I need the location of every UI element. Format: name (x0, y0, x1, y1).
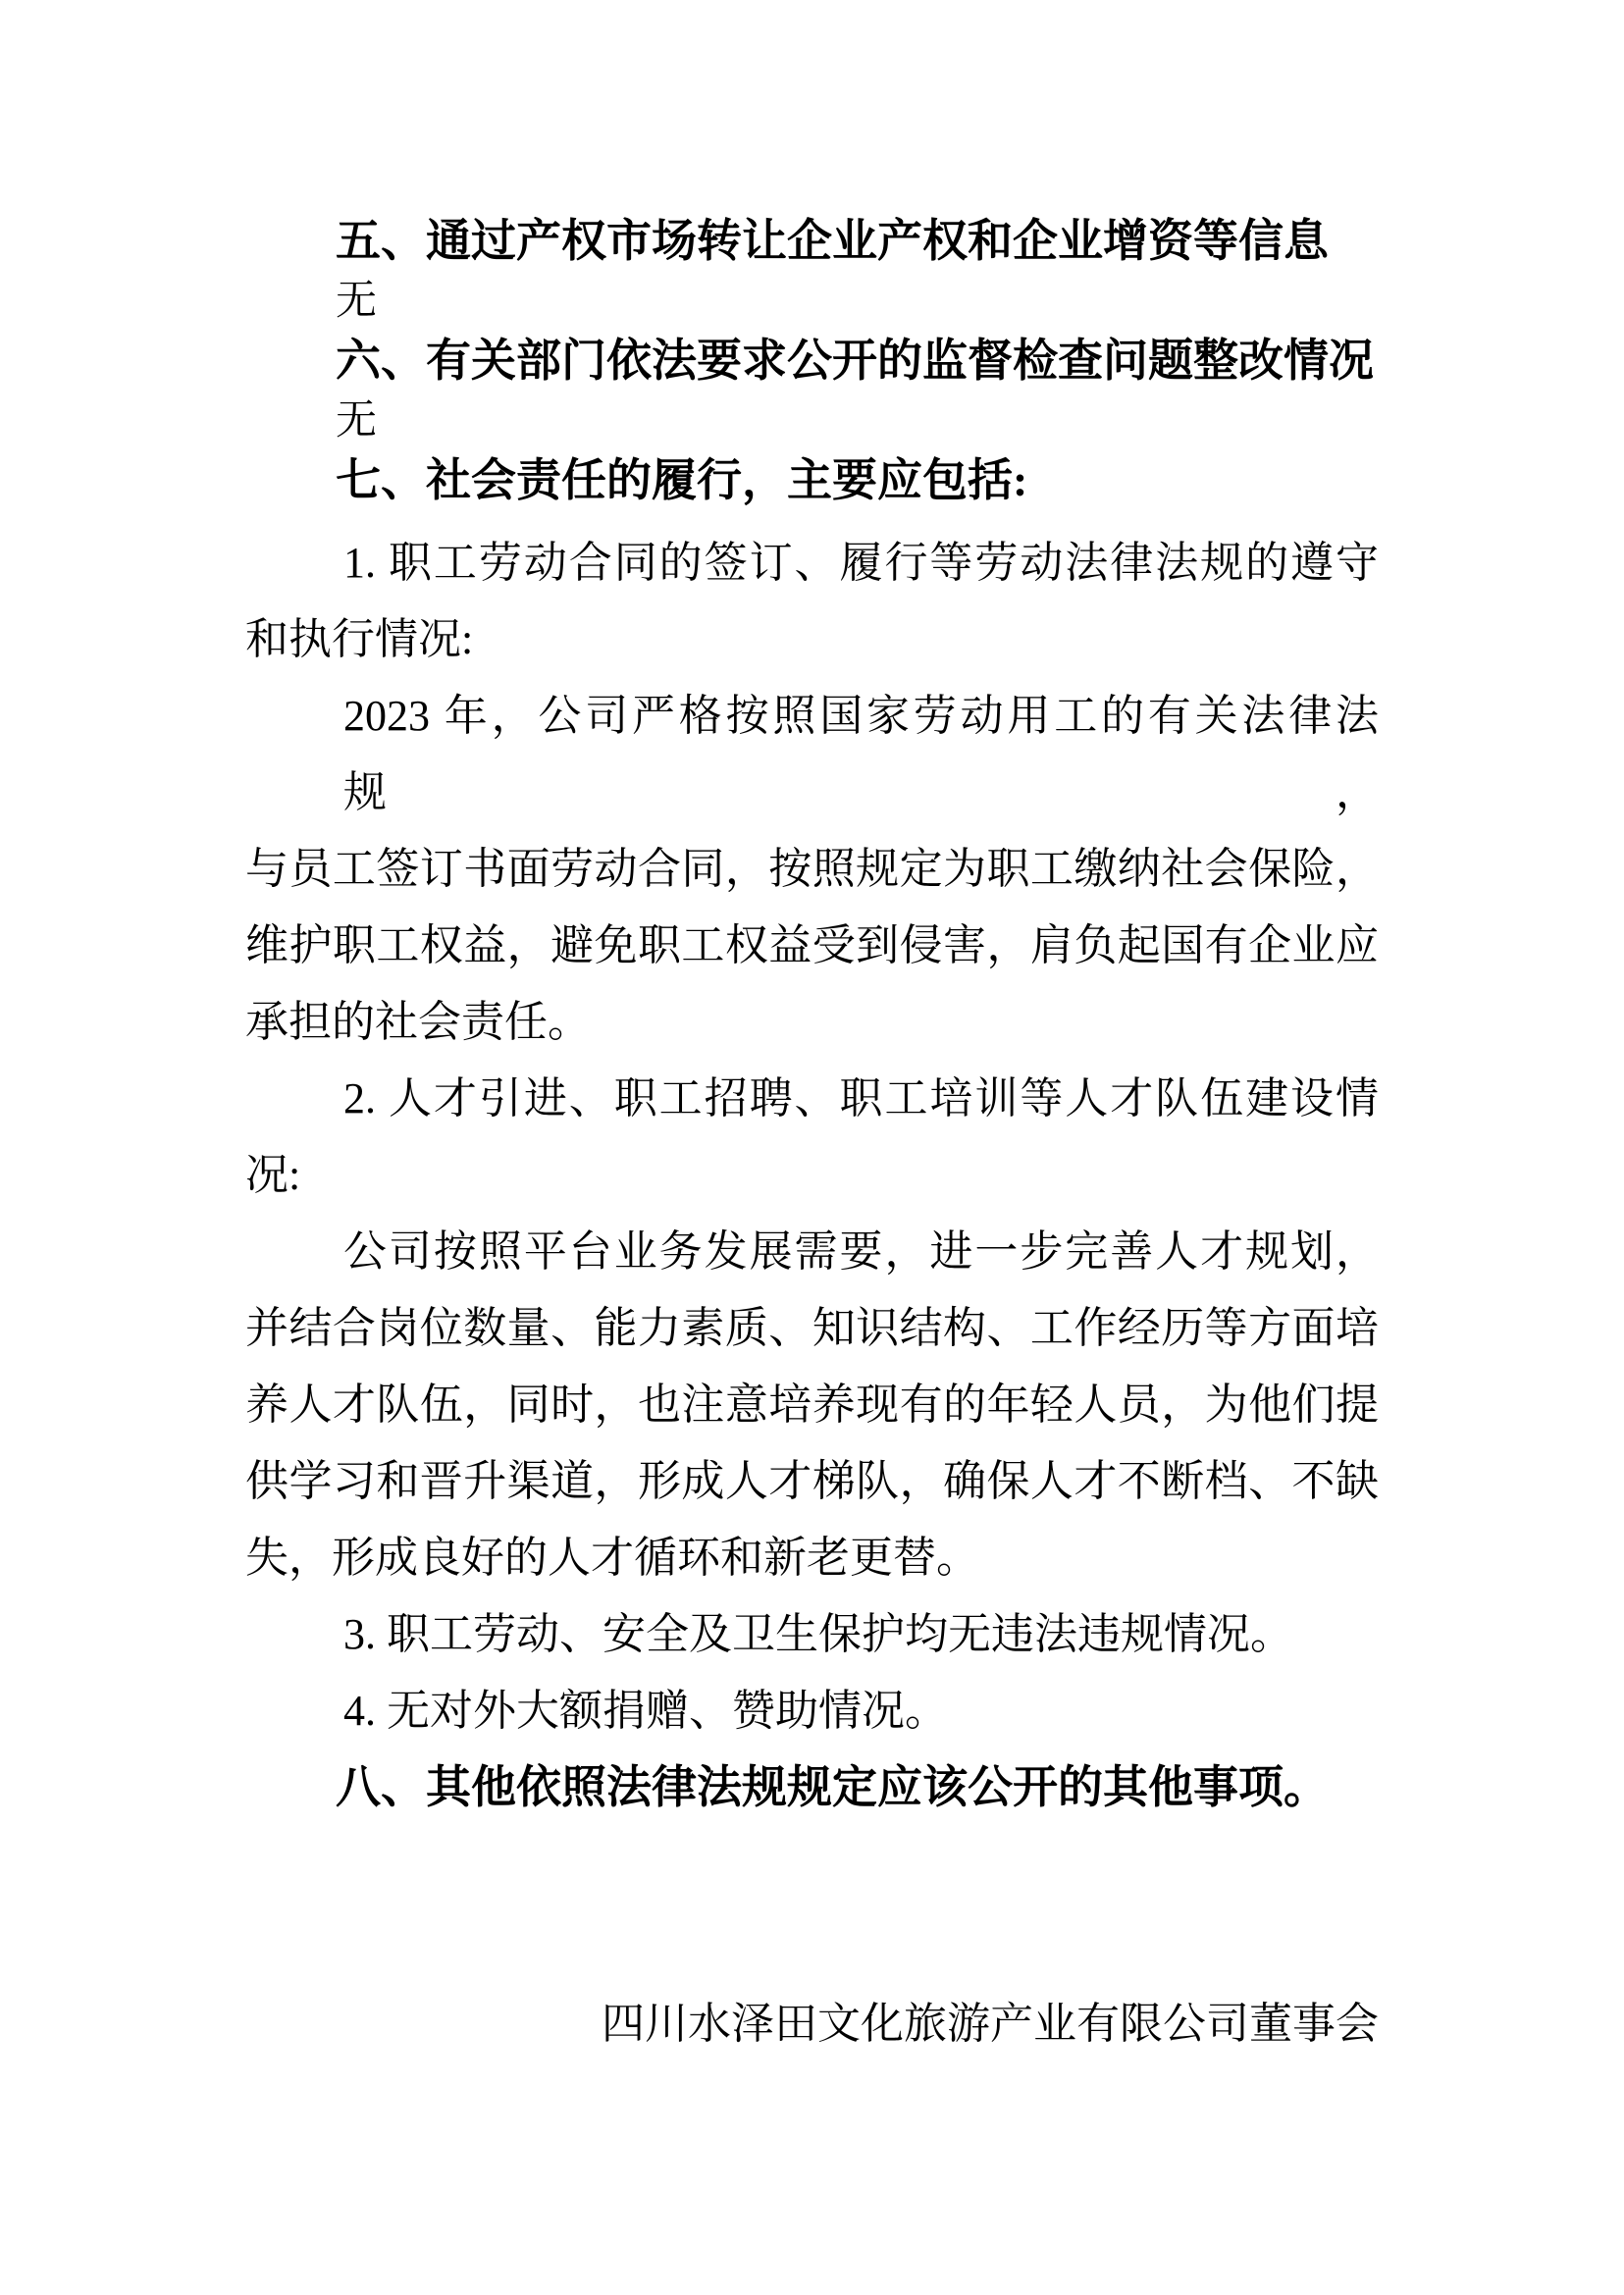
section-heading: 七、社会责任的履行，主要应包括: (336, 455, 1028, 505)
body-line: 养人才队伍，同时，也注意培养现有的年轻人员，为他们提 (245, 1381, 1379, 1429)
body-line: 2. 人才引进、职工招聘、职工培训等人才队伍建设情 (343, 1074, 1379, 1122)
answer-none: 无 (336, 279, 378, 324)
document-content (245, 211, 1379, 2062)
section-heading: 八、其他依照法律法规规定应该公开的其他事项。 (336, 1762, 1329, 1812)
section-heading: 六、有关部门依法要求公开的监督检查问题整改情况 (336, 336, 1374, 386)
body-line: 况: (245, 1151, 301, 1199)
body-line: 供学习和晋升渠道，形成人才梯队，确保人才不断档、不缺 (245, 1457, 1379, 1505)
body-line: 维护职工权益，避免职工权益受到侵害，肩负起国有企业应 (245, 921, 1379, 969)
body-line: 失，形成良好的人才循环和新老更替。 (245, 1534, 979, 1582)
body-line: 1. 职工劳动合同的签订、履行等劳动法律法规的遵守 (343, 539, 1379, 587)
body-line: 3. 职工劳动、安全及卫生保护均无违法违规情况。 (343, 1610, 1293, 1658)
body-line: 4. 无对外大额捐赠、赞助情况。 (343, 1687, 948, 1735)
body-line: 承担的社会责任。 (245, 998, 591, 1046)
answer-none: 无 (336, 398, 378, 443)
body-line: 公司按照平台业务发展需要，进一步完善人才规划， (343, 1227, 1379, 1276)
body-line: 和执行情况: (245, 615, 474, 663)
body-line: 2023 年，公司严格按照国家劳动用工的有关法律法规， (343, 692, 1379, 816)
section-heading: 五、通过产权市场转让企业产权和企业增资等信息 (336, 216, 1329, 266)
signature-line: 四川水泽田文化旅游产业有限公司董事会 (602, 2000, 1379, 2048)
body-line: 并结合岗位数量、能力素质、知识结构、工作经历等方面培 (245, 1304, 1379, 1352)
body-line: 与员工签订书面劳动合同，按照规定为职工缴纳社会保险， (245, 845, 1379, 893)
